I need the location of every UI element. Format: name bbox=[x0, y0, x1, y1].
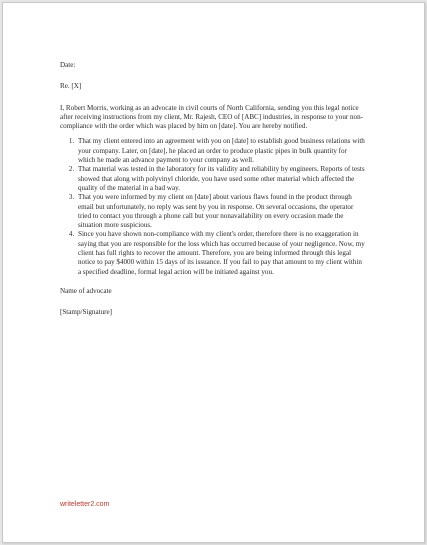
notice-point: 1. That my client entered into an agreement with you on [date] to establish good business relations with your company. Later, on [date], he placed an order to produce plastic pipes in bulk quantity for which he made an advance payment to your company as well. bbox=[76, 137, 365, 165]
notice-point: 3. That you were informed by my client on [date] about various flaws found in the product through email but unfortunately, no reply was sent by you in response. On several occasions, the operator tried to contact you through a phone call but your nonavailability on every occasion made the situation more suspicious. bbox=[76, 193, 365, 230]
stamp-signature: [Stamp/Signature] bbox=[60, 308, 113, 317]
notice-points-list bbox=[60, 137, 365, 276]
site-watermark: writeletter2.com bbox=[60, 501, 110, 508]
advocate-name: Name of advocate bbox=[60, 286, 112, 295]
notice-point: 4. Since you have shown non-compliance with my client's order, therefore there is no exaggeration in saying that you are responsible for the loss which has occurred because of your negligence. Now, my client has full rights to recover the amount. Therefore, you are being informed through this legal notice to pay $4000 within 15 days of its issuance. If you fail to pay that amount to my client within a specified deadline, formal legal action will be initiated against you. bbox=[76, 230, 365, 276]
intro-paragraph: I, Robert Morris, working as an advocate in civil courts of North California, sending you this legal notice after receiving instructions from my client, Mr. Rajesh, CEO of [ABC] industries, in response to your non-compliance with the order which was placed by him on [date]. You are hereby notified. bbox=[60, 103, 364, 131]
date-label: Date: bbox=[60, 61, 76, 69]
letter-body bbox=[60, 61, 365, 318]
notice-point: 2. That material was tested in the laboratory for its validity and reliability by engineers. Reports of tests showed that along with polyvinyl chloride, you have used some other material which affected the quality of the material in a bad way. bbox=[76, 165, 365, 193]
document-page bbox=[2, 2, 425, 543]
reference-line: Re. [X] bbox=[60, 82, 82, 91]
